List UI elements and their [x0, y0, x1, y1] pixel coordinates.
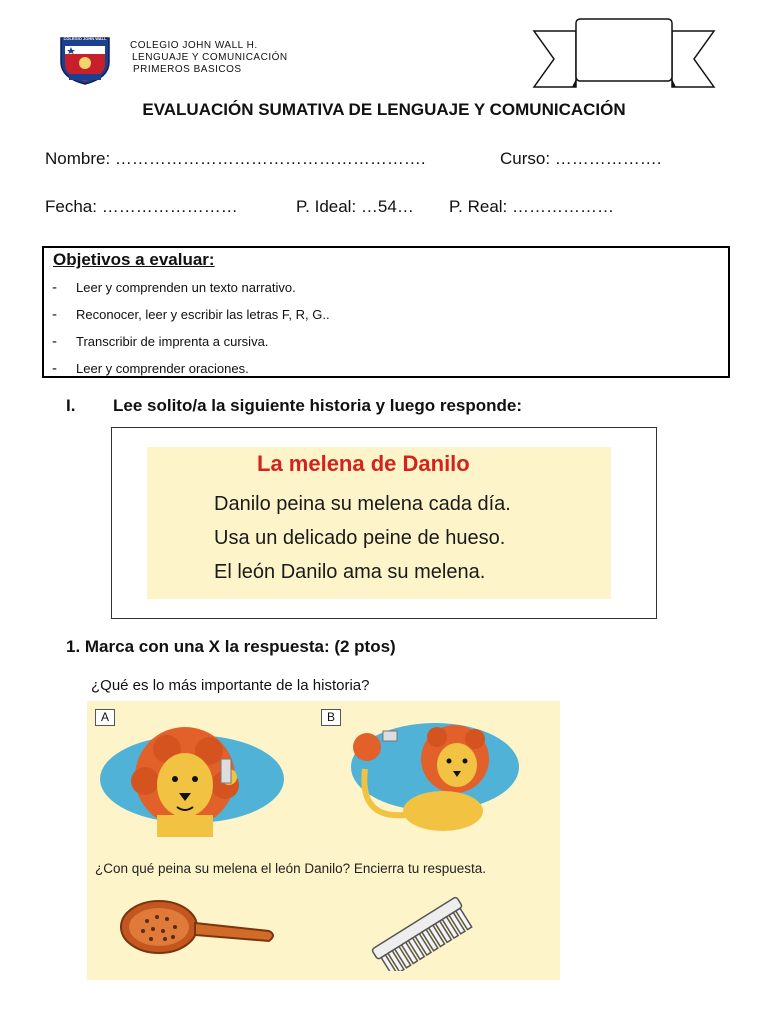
- school-level: PRIMEROS BASICOS: [133, 64, 242, 75]
- objectives-title: Objetivos a evaluar:: [53, 250, 215, 269]
- option-b-label[interactable]: B: [321, 709, 341, 726]
- story-line: El león Danilo ama su melena.: [214, 561, 486, 583]
- logo-caption: COLEGIO JOHN WALL: [63, 36, 107, 41]
- school-logo: [55, 34, 115, 86]
- fecha-field[interactable]: Fecha: ……………………: [45, 197, 238, 216]
- puntaje-real-field[interactable]: P. Real: ………………: [449, 197, 615, 216]
- option-a-label[interactable]: A: [95, 709, 115, 726]
- comb-icon[interactable]: [365, 891, 475, 976]
- lion-combing-image-a[interactable]: [97, 719, 297, 842]
- section-i-heading: I. Lee solito/a la siguiente historia y luego responde:: [66, 396, 523, 415]
- school-name: COLEGIO JOHN WALL H.: [130, 40, 258, 51]
- curso-field[interactable]: Curso: ……………….: [500, 149, 662, 168]
- objective-item: - Leer y comprender oraciones.: [52, 360, 249, 377]
- story-title: La melena de Danilo: [257, 451, 470, 476]
- question-1-heading: 1. Marca con una X la respuesta: (2 ptos): [66, 637, 396, 656]
- nombre-field[interactable]: Nombre: ……………………………………………….: [45, 149, 426, 168]
- picture-panel: [87, 701, 560, 980]
- story-line: Usa un delicado peine de hueso.: [214, 527, 506, 549]
- story-line: Danilo peina su melena cada día.: [214, 493, 511, 515]
- question-1-prompt: ¿Qué es lo más importante de la historia?: [91, 677, 370, 694]
- ribbon-banner: [532, 17, 716, 96]
- objectives-box: [42, 246, 730, 378]
- story-panel: [147, 447, 611, 599]
- brush-icon[interactable]: [119, 897, 279, 964]
- story-frame: [111, 427, 657, 619]
- school-subject: LENGUAJE Y COMUNICACIÓN: [132, 52, 288, 63]
- second-question: ¿Con qué peina su melena el león Danilo? Encierra tu respuesta.: [95, 861, 486, 876]
- objective-item: - Transcribir de imprenta a cursiva.: [52, 333, 269, 350]
- lion-sitting-image-b[interactable]: [325, 715, 525, 842]
- objective-item: - Leer y comprenden un texto narrativo.: [52, 279, 296, 296]
- page-title: EVALUACIÓN SUMATIVA DE LENGUAJE Y COMUNICACIÓN: [142, 100, 626, 119]
- puntaje-ideal: P. Ideal: …54…: [296, 197, 414, 216]
- objective-item: - Reconocer, leer y escribir las letras F, R, G..: [52, 306, 330, 323]
